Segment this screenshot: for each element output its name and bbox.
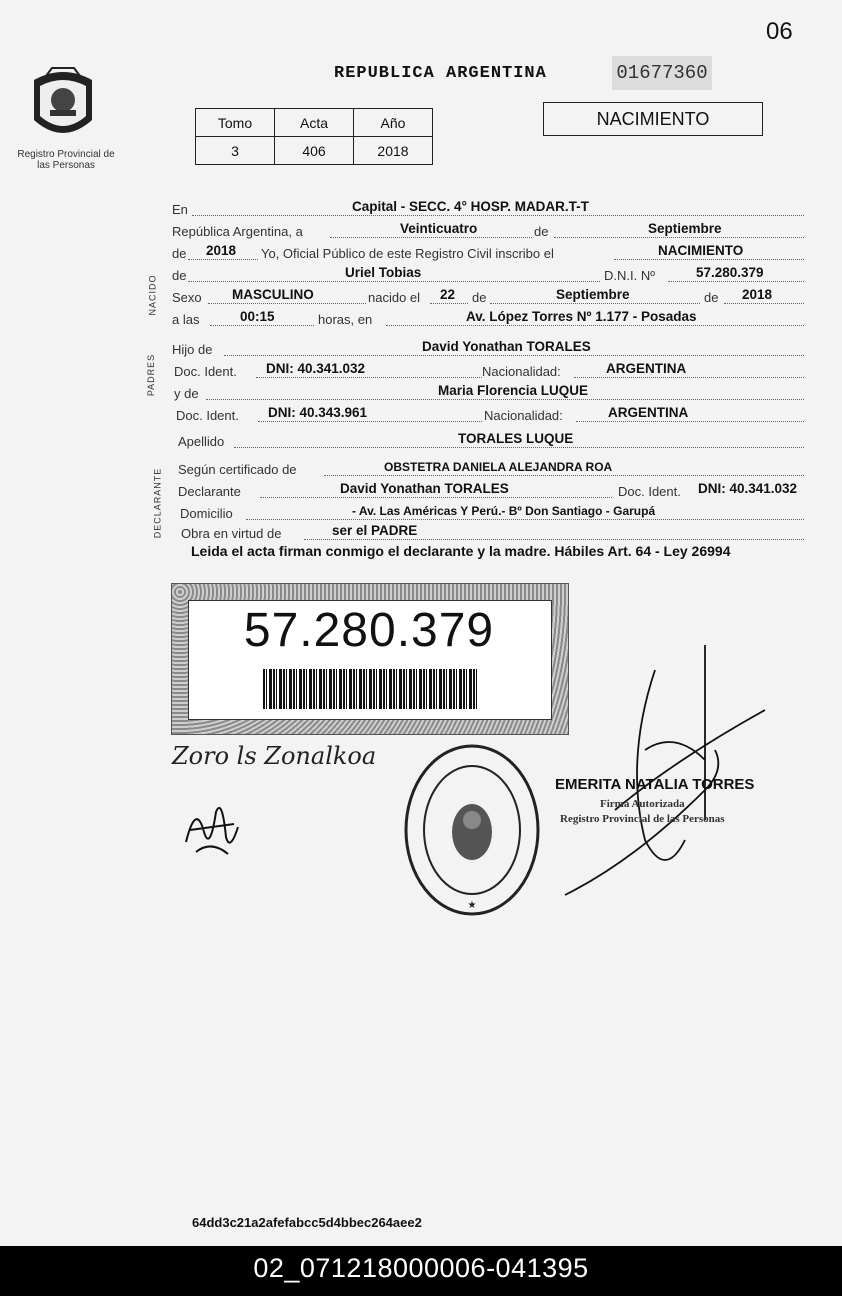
value-certificado: OBSTETRA DANIELA ALEJANDRA ROA	[384, 460, 613, 474]
value-nac-anio: 2018	[742, 287, 773, 302]
row-fecha-inscripcion	[172, 218, 807, 240]
document-title: REPUBLICA ARGENTINA	[334, 64, 547, 83]
value-madre: Maria Florencia LUQUE	[438, 383, 589, 398]
value-domicilio: - Av. Las Américas Y Perú.- Bº Don Santiago - Garupá	[352, 504, 656, 518]
row-domicilio	[172, 500, 807, 522]
row-padre-doc	[172, 358, 807, 380]
tomo-header: Tomo	[196, 109, 275, 137]
label-sexo: Sexo	[172, 290, 202, 305]
label-certificado: Según certificado de	[178, 462, 297, 477]
row-padre	[172, 336, 807, 358]
serial-number: 01677360	[612, 56, 712, 90]
value-mes: Septiembre	[648, 221, 722, 236]
barcode	[263, 669, 478, 709]
row-madre	[172, 380, 807, 402]
row-obra	[172, 520, 807, 542]
label-dni: D.N.I. Nº	[604, 268, 655, 283]
value-lugar-inscripcion: Capital - SECC. 4° HOSP. MADAR.T-T	[352, 199, 589, 214]
label-de: de	[534, 224, 549, 239]
value-madre-nacionalidad: ARGENTINA	[608, 405, 689, 420]
label-obra-en-virtud: Obra en virtud de	[181, 526, 282, 541]
label-de: de	[472, 290, 487, 305]
official-role: Firma Autorizada	[600, 798, 685, 810]
provincial-seal-logo	[26, 62, 100, 146]
value-inscribe: NACIMIENTO	[658, 243, 744, 258]
official-signature	[555, 640, 785, 905]
row-certificado	[172, 456, 807, 478]
value-sexo: MASCULINO	[232, 287, 314, 302]
label-horas-en: horas, en	[318, 312, 373, 327]
label-nacido: nacido el	[368, 290, 421, 305]
label-apellido: Apellido	[178, 434, 225, 449]
label-doc-ident: Doc. Ident.	[618, 484, 681, 499]
page-number: 06	[766, 18, 793, 45]
row-anio-inscribe	[172, 240, 807, 262]
row-hora-lugar	[172, 306, 807, 328]
side-label-declarante: DECLARANTE	[152, 467, 163, 539]
label-nacionalidad: Nacionalidad:	[484, 408, 563, 423]
closing-statement: Leida el acta firman conmigo el declarante y la madre. Hábiles Art. 64 - Ley 26994	[191, 543, 731, 559]
value-padre: David Yonathan TORALES	[422, 339, 591, 354]
official-name: EMERITA NATALIA TORRES	[555, 776, 755, 793]
label-de: de	[172, 246, 187, 261]
value-dia: Veinticuatro	[400, 221, 478, 236]
tomo-acta-anio-table	[195, 108, 433, 165]
label-doc-ident: Doc. Ident.	[174, 364, 237, 379]
document-hash: 64dd3c21a2afefabcc5d4bbec264aee2	[192, 1215, 422, 1230]
value-lugar-nacimiento: Av. López Torres Nº 1.177 - Posadas	[466, 309, 697, 324]
value-nombre: Uriel Tobias	[345, 265, 422, 280]
label-de: de	[172, 268, 187, 283]
value-padre-doc: DNI: 40.341.032	[266, 361, 366, 376]
value-apellido: TORALES LUQUE	[458, 431, 574, 446]
official-office: Registro Provincial de las Personas	[560, 813, 725, 825]
label-domicilio: Domicilio	[180, 506, 233, 521]
official-round-stamp	[400, 740, 545, 920]
value-declarante: David Yonathan TORALES	[340, 481, 509, 496]
value-nac-mes: Septiembre	[556, 287, 630, 302]
value-nac-dia: 22	[440, 287, 456, 302]
label-de: de	[704, 290, 719, 305]
tomo-value: 3	[196, 137, 275, 165]
value-anio: 2018	[206, 243, 237, 258]
row-sexo	[172, 284, 807, 306]
row-nombre	[172, 262, 807, 284]
side-label-nacido: NACIDO	[147, 274, 158, 316]
side-label-padres: PADRES	[146, 353, 157, 397]
dni-sticker-number: 57.280.379	[243, 604, 495, 657]
anio-header: Año	[354, 109, 433, 137]
label-inscribo: Yo, Oficial Público de este Registro Civil inscribo el	[261, 246, 554, 261]
value-declarante-doc: DNI: 40.341.032	[698, 481, 798, 496]
value-hora: 00:15	[240, 309, 275, 324]
anio-value: 2018	[354, 137, 433, 165]
row-en	[172, 196, 807, 218]
label-en: En	[172, 202, 188, 217]
footer-file-id: 02_071218000006-041395	[0, 1246, 842, 1296]
label-y-de: y de	[174, 386, 199, 401]
value-padre-nacionalidad: ARGENTINA	[606, 361, 687, 376]
label-doc-ident: Doc. Ident.	[176, 408, 239, 423]
label-declarante: Declarante	[178, 484, 241, 499]
handwritten-signature-declarante: Zoro ls Zonalkoa	[172, 742, 377, 770]
label-a-las: a las	[172, 312, 200, 327]
row-madre-doc	[172, 402, 807, 424]
handwritten-signature-madre	[176, 792, 246, 862]
logo-caption: Registro Provincial de las Personas	[17, 149, 115, 171]
value-obra: ser el PADRE	[332, 523, 418, 538]
value-madre-doc: DNI: 40.343.961	[268, 405, 368, 420]
value-dni: 57.280.379	[696, 265, 764, 280]
acta-header: Acta	[275, 109, 354, 137]
row-declarante	[172, 478, 807, 500]
label-republica: República Argentina, a	[172, 224, 303, 239]
row-apellido	[172, 428, 807, 450]
acta-value: 406	[275, 137, 354, 165]
record-type-box: NACIMIENTO	[543, 102, 763, 136]
label-nacionalidad: Nacionalidad:	[482, 364, 561, 379]
label-hijo-de: Hijo de	[172, 342, 213, 357]
svg-text:★: ★	[467, 900, 477, 911]
